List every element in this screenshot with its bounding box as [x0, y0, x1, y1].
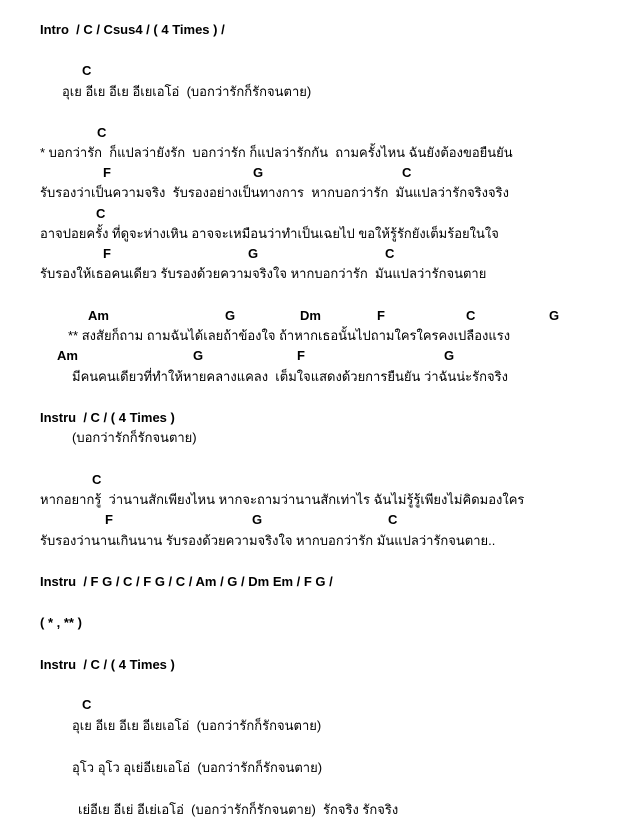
lyric-line: รับรองว่าเป็นความจริง รับรองอย่างเป็นทางการ หากบอกว่ารัก มันแปลว่ารักจริงจริง — [40, 185, 509, 200]
chord: C — [466, 308, 476, 323]
lyric-line: อาจปอยครั้ง ที่ดูจะห่างเหิน อาจจะเหมือนว่าทำเป็นเฉยไป ขอให้รู้รักยังเต็มร้อยในใจ — [40, 226, 499, 241]
chord: Dm — [300, 308, 321, 323]
lyric-line: อุโว อุโว อุเย่อีเยเอโอ่ (บอกว่ารักก็รักจนตาย) — [72, 760, 323, 775]
chord: G — [253, 165, 264, 180]
chord: G — [193, 348, 204, 363]
chord: G — [444, 348, 455, 363]
chord: F — [103, 246, 111, 261]
chord: Am — [57, 348, 78, 363]
chord: C — [82, 63, 92, 78]
instru-line: Instru / C / ( 4 Times ) — [40, 410, 175, 425]
intro-line: Intro / C / Csus4 / ( 4 Times ) / — [40, 22, 225, 37]
chord: G — [549, 308, 560, 323]
chord: C — [388, 512, 398, 527]
chord: F — [377, 308, 385, 323]
lyric-line: อุเย อีเย อีเย อีเยเอโอ่ (บอกว่ารักก็รักจนตาย) — [72, 718, 322, 733]
chord: G — [248, 246, 259, 261]
lyric-line: มีคนคนเดียวที่ทำให้หายคลางแคลง เต็มใจแสดงด้วยการยืนยัน ว่าฉันน่ะรักจริง — [72, 369, 508, 384]
lyric-line: อุเย อีเย อีเย อีเยเอโอ่ (บอกว่ารักก็รักจนตาย) — [62, 84, 312, 99]
chord: C — [82, 697, 92, 712]
chord: C — [385, 246, 395, 261]
repeat-marker: ( * , ** ) — [40, 615, 82, 630]
instru-line: Instru / C / ( 4 Times ) — [40, 657, 175, 672]
lyric-line: รับรองให้เธอคนเดียว รับรองด้วยความจริงใจ หากบอกว่ารัก มันแปลว่ารักจนตาย — [40, 266, 487, 281]
lyric-line: หากอยากรู้ ว่านานสักเพียงไหน หากจะถามว่านานสักเท่าไร ฉันไม่รู้รู้เพียงไม่คิดมองใคร — [40, 492, 525, 507]
chord: F — [103, 165, 111, 180]
lyric-line: รับรองว่านานเกินนาน รับรองด้วยความจริงใจ หากบอกว่ารัก มันแปลว่ารักจนตาย.. — [40, 533, 496, 548]
chord: C — [97, 125, 107, 140]
lyric-line: * บอกว่ารัก ก็แปลว่ายังรัก บอกว่ารัก ก็แปลว่ารักกัน ถามครั้งไหน ฉันยังต้องขอยืนยัน — [40, 145, 513, 160]
chord: C — [96, 206, 106, 221]
lyric-line: ** สงสัยก็ถาม ถามฉันได้เลยถ้าข้องใจ ถ้าหากเธอนั้นไปถามใครใครคงเปลืองแรง — [68, 328, 511, 343]
lyric-line: เย่อีเย อีเย่ อีเย่เอโอ่ (บอกว่ารักก็รักจนตาย) รักจริง รักจริง — [78, 802, 399, 817]
chord: G — [252, 512, 263, 527]
chord: F — [297, 348, 305, 363]
chord: Am — [88, 308, 109, 323]
chord: C — [92, 472, 102, 487]
chord: G — [225, 308, 236, 323]
chord: C — [402, 165, 412, 180]
chord: F — [105, 512, 113, 527]
instru-line: Instru / F G / C / F G / C / Am / G / Dm Em / F G / — [40, 574, 333, 589]
lyric-line: (บอกว่ารักก็รักจนตาย) — [72, 430, 197, 445]
